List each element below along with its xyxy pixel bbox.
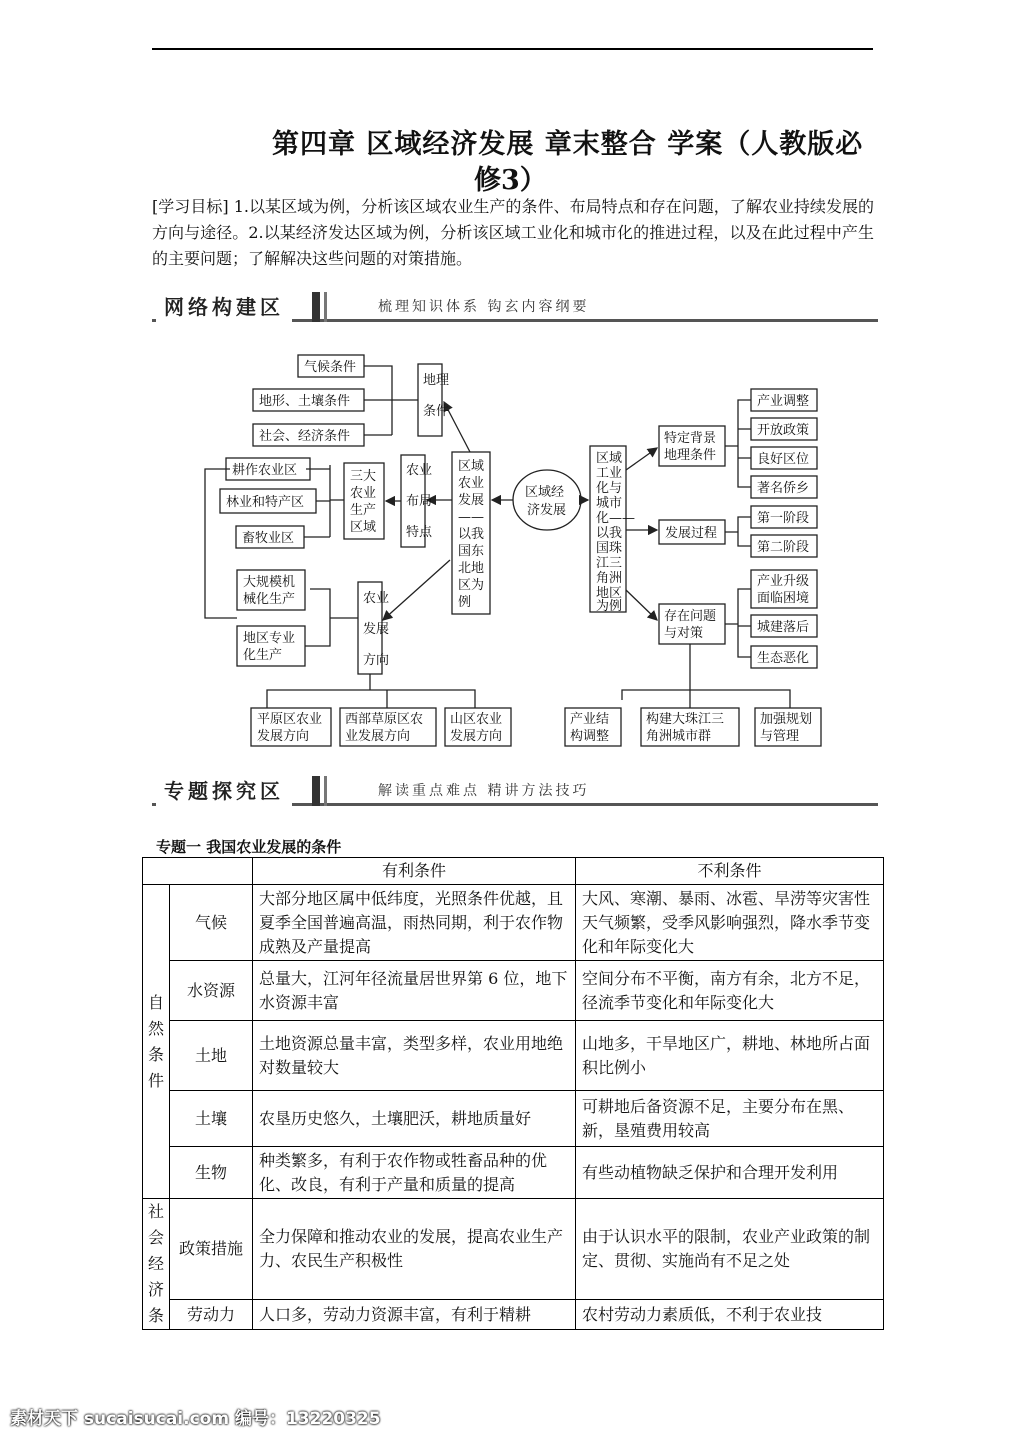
section-subtitle: 解读重点难点 精讲方法技巧 — [378, 783, 590, 799]
label-farming: 耕作农业区 — [232, 463, 298, 478]
label-bg-item: 良好区位 — [757, 452, 810, 467]
factor-cell: 劳动力 — [170, 1300, 253, 1330]
svg-text:发展: 发展 — [458, 493, 485, 508]
svg-text:化生产: 化生产 — [243, 648, 283, 663]
unfavorable-cell: 空间分布不平衡，南方有余，北方不足，径流季节变化和年际变化大 — [576, 961, 884, 1021]
table-row — [143, 1300, 884, 1330]
svg-text:产业升级: 产业升级 — [757, 574, 810, 589]
label-prob-eco: 生态恶化 — [757, 651, 810, 666]
label-climate: 气候条件 — [304, 360, 357, 375]
label-bg-item: 开放政策 — [757, 423, 810, 438]
svg-text:三大: 三大 — [350, 469, 377, 484]
group-natural: 自然条件 — [143, 885, 170, 1199]
favorable-cell: 种类繁多，有利于农作物或牲畜品种的优化、改良，有利于产量和质量的提高 — [253, 1147, 576, 1199]
label-center — [525, 485, 566, 518]
label-livestock: 畜牧业区 — [242, 531, 295, 546]
svg-text:山区农业: 山区农业 — [450, 712, 503, 727]
unfavorable-cell: 由于认识水平的限制，农业产业政策的制定、贯彻、实施尚有不足之处 — [576, 1199, 884, 1300]
svg-text:平原区农业: 平原区农业 — [257, 712, 323, 727]
label-forest: 林业和特产区 — [226, 495, 305, 510]
favorable-cell: 总量大，江河年径流量居世界第 6 位，地下水资源丰富 — [253, 961, 576, 1021]
unfavorable-cell: 山地多，干旱地区广，耕地、林地所占面积比例小 — [576, 1021, 884, 1091]
svg-text:济发展: 济发展 — [527, 503, 567, 518]
svg-text:与对策: 与对策 — [664, 626, 704, 641]
svg-text:发展方向: 发展方向 — [257, 729, 310, 744]
table-row — [143, 1199, 884, 1300]
svg-text:条件: 条件 — [423, 404, 450, 419]
table-row — [143, 1147, 884, 1199]
conditions-table — [142, 857, 884, 1330]
svg-text:地区: 地区 — [596, 586, 623, 601]
svg-text:与管理: 与管理 — [760, 729, 800, 744]
svg-text:国珠: 国珠 — [596, 541, 623, 556]
svg-text:国东: 国东 — [458, 544, 485, 559]
label-direction — [363, 591, 389, 668]
unfavorable-cell: 可耕地后备资源不足，主要分布在黑、新，垦殖费用较高 — [576, 1091, 884, 1147]
label-stage: 第一阶段 — [757, 511, 810, 526]
svg-text:械化生产: 械化生产 — [243, 592, 296, 607]
label-geo-conditions — [423, 372, 449, 419]
svg-text:加强规划: 加强规划 — [760, 712, 813, 727]
label-social: 社会、经济条件 — [259, 429, 351, 444]
svg-text:特定背景: 特定背景 — [664, 431, 717, 446]
factor-cell: 土地 — [170, 1021, 253, 1091]
table-header-row — [143, 858, 884, 885]
svg-text:为例: 为例 — [596, 599, 623, 614]
label-bg-item: 著名侨乡 — [757, 481, 810, 496]
label-prob-upgrade — [757, 573, 809, 606]
label-sol-cities — [646, 711, 724, 744]
svg-text:构建大珠江三: 构建大珠江三 — [646, 712, 725, 727]
factor-cell: 政策措施 — [170, 1199, 253, 1300]
label-stage: 第二阶段 — [757, 540, 810, 555]
svg-text:西部草原区农: 西部草原区农 — [345, 712, 424, 727]
svg-text:工业: 工业 — [596, 466, 623, 481]
svg-text:——: —— — [458, 510, 484, 525]
label-terrain: 地形、土壤条件 — [259, 394, 351, 409]
svg-text:地理: 地理 — [423, 373, 450, 388]
svg-text:以我: 以我 — [458, 527, 485, 542]
favorable-cell: 大部分地区属中低纬度，光照条件优越，且夏季全国普遍高温，雨热同期，利于农作物成熟及产量提高 — [253, 885, 576, 961]
svg-text:农业: 农业 — [406, 463, 433, 478]
svg-text:北地: 北地 — [458, 561, 485, 576]
svg-text:生产: 生产 — [350, 503, 377, 518]
svg-text:江三: 江三 — [596, 556, 623, 571]
svg-text:城市: 城市 — [596, 496, 623, 511]
svg-text:面临困境: 面临困境 — [757, 591, 810, 606]
label-sol-struct — [570, 711, 609, 744]
label-dir-west — [345, 712, 423, 744]
label-mechanized — [243, 574, 295, 607]
svg-text:构调整: 构调整 — [570, 729, 610, 744]
table-row — [143, 1021, 884, 1091]
svg-text:产业结: 产业结 — [570, 712, 610, 727]
svg-text:特点: 特点 — [406, 525, 433, 540]
doc-title-cont: 修3） — [474, 165, 547, 196]
label-industry-region — [596, 451, 635, 614]
section-subtitle: 梳理知识体系 钩玄内容纲要 — [378, 299, 590, 315]
svg-text:发展方向: 发展方向 — [450, 729, 503, 744]
svg-text:农业: 农业 — [458, 476, 485, 491]
svg-text:大规模机: 大规模机 — [243, 575, 296, 590]
section-label: 网络构建区 — [156, 292, 292, 322]
watermark: 素材天下 sucaisucai.com 编号：13220325 — [10, 1409, 381, 1429]
label-layout — [406, 463, 433, 540]
svg-text:地理条件: 地理条件 — [664, 448, 717, 463]
label-dir-plain — [257, 712, 322, 744]
unfavorable-cell: 大风、寒潮、暴雨、冰雹、旱涝等灾害性天气频繁，受季风影响强烈，降水季节变化和年际变化大 — [576, 885, 884, 961]
label-agri-region — [458, 459, 484, 610]
section-banner-topic — [152, 776, 878, 812]
svg-text:农业: 农业 — [350, 486, 377, 501]
svg-text:区域经: 区域经 — [525, 485, 565, 500]
svg-text:发展: 发展 — [363, 622, 390, 637]
header-favorable: 有利条件 — [253, 858, 576, 885]
svg-text:以我: 以我 — [596, 526, 623, 541]
svg-text:区为: 区为 — [458, 578, 485, 593]
label-dir-mountain — [450, 712, 502, 744]
section-label: 专题探究区 — [156, 776, 292, 806]
label-three-zones — [350, 468, 376, 535]
favorable-cell: 农垦历史悠久，土壤肥沃，耕地质量好 — [253, 1091, 576, 1147]
header-unfavorable: 不利条件 — [576, 858, 884, 885]
label-process: 发展过程 — [665, 526, 718, 541]
svg-text:农业: 农业 — [363, 591, 390, 606]
label-background — [664, 430, 716, 463]
svg-text:角洲城市群: 角洲城市群 — [646, 729, 712, 744]
label-regional — [243, 630, 295, 663]
svg-text:方向: 方向 — [363, 653, 390, 668]
doc-title: 第四章 区域经济发展 章末整合 学案（人教版必 — [272, 129, 864, 160]
svg-text:化与: 化与 — [596, 481, 623, 496]
unfavorable-cell: 农村劳动力素质低，不利于农业技 — [576, 1300, 884, 1330]
svg-text:角洲: 角洲 — [596, 571, 623, 586]
svg-text:区域: 区域 — [596, 451, 623, 466]
table-row — [143, 1091, 884, 1147]
table-row — [143, 961, 884, 1021]
svg-text:例: 例 — [458, 595, 472, 610]
svg-text:存在问题: 存在问题 — [664, 609, 717, 624]
group-social: 社会经济条 — [143, 1199, 170, 1330]
label-bg-item: 产业调整 — [757, 394, 810, 409]
learning-objectives: [学习目标] 1.以某区域为例，分析该区域农业生产的条件、布局特点和存在问题，了解农业持续发展的方向与途径。2.以某经济发达区域为例，分析该区域工业化和城市化的推进过程，以及在此过程中产生的主要问题；了解解决这些问题的对策措施。 — [152, 197, 874, 268]
svg-text:区域: 区域 — [350, 520, 377, 535]
svg-text:布局: 布局 — [406, 494, 433, 509]
box-center — [513, 470, 581, 530]
svg-text:地区专业: 地区专业 — [243, 631, 296, 646]
label-prob-lag: 城建落后 — [757, 620, 810, 635]
favorable-cell: 土地资源总量丰富，类型多样，农业用地绝对数量较大 — [253, 1021, 576, 1091]
table-row — [143, 885, 884, 961]
svg-text:化——: 化—— — [596, 511, 636, 526]
favorable-cell: 人口多，劳动力资源丰富，有利于精耕 — [253, 1300, 576, 1330]
factor-cell: 气候 — [170, 885, 253, 961]
label-problems — [664, 609, 716, 641]
factor-cell: 水资源 — [170, 961, 253, 1021]
svg-text:区域: 区域 — [458, 459, 485, 474]
topic-title: 专题一 我国农业发展的条件 — [156, 838, 342, 856]
factor-cell: 生物 — [170, 1147, 253, 1199]
label-sol-plan — [760, 711, 812, 744]
unfavorable-cell: 有些动植物缺乏保护和合理开发利用 — [576, 1147, 884, 1199]
factor-cell: 土壤 — [170, 1091, 253, 1147]
favorable-cell: 全力保障和推动农业的发展，提高农业生产力、农民生产积极性 — [253, 1199, 576, 1300]
svg-text:业发展方向: 业发展方向 — [345, 729, 411, 744]
